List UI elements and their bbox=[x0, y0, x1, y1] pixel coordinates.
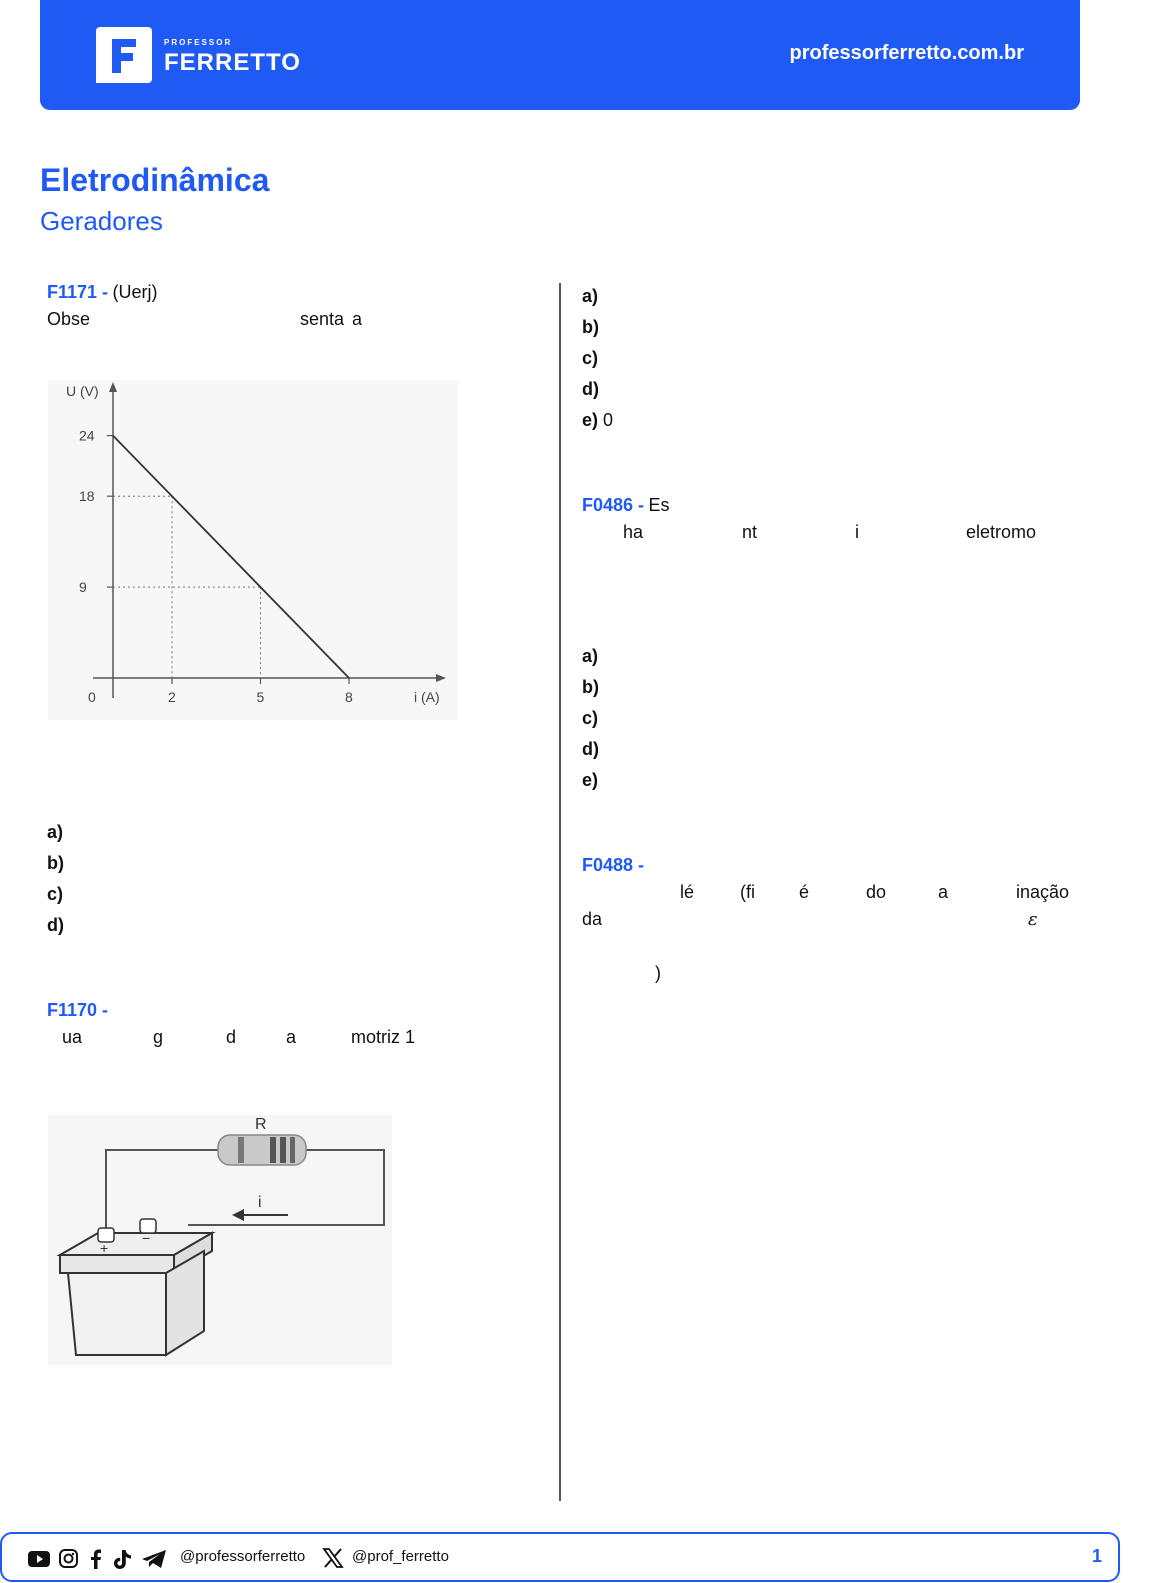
option-a[interactable]: a) bbox=[582, 286, 599, 306]
page-number: 1 bbox=[1091, 1546, 1102, 1566]
option-e-value: 0 bbox=[603, 410, 614, 430]
option-b[interactable]: b) bbox=[582, 317, 599, 337]
question-text-fragment: é bbox=[799, 882, 810, 902]
option-a[interactable]: a) bbox=[47, 822, 64, 842]
logo-mark bbox=[96, 27, 152, 83]
y-axis-label: U (V) bbox=[66, 383, 99, 399]
youtube-icon bbox=[28, 1551, 50, 1567]
question-f1171-header bbox=[47, 282, 158, 303]
y-tick-label: 18 bbox=[79, 488, 95, 505]
question-text-fragment: i bbox=[855, 522, 859, 542]
question-text-fragment: do bbox=[866, 882, 887, 902]
question-text-fragment: motriz 1 bbox=[351, 1027, 416, 1047]
question-id: F1170 - bbox=[47, 1000, 109, 1020]
social-handle[interactable]: @prof_ferretto bbox=[352, 1548, 449, 1565]
question-source: (Uerj) bbox=[112, 282, 158, 302]
instagram-icon bbox=[60, 1550, 77, 1567]
page-title: Eletrodinâmica bbox=[40, 162, 270, 198]
x-twitter-icon bbox=[322, 1547, 344, 1569]
resistor-label: R bbox=[255, 1116, 267, 1133]
question-text-fragment: lé bbox=[680, 882, 695, 902]
question-text-fragment: ua bbox=[62, 1027, 83, 1047]
option-c[interactable]: c) bbox=[47, 884, 64, 904]
emf-symbol: ε bbox=[1028, 909, 1038, 930]
origin-tick-label: 0 bbox=[88, 689, 96, 705]
question-f0486-header bbox=[582, 495, 670, 516]
site-url[interactable]: professorferretto.com.br bbox=[789, 42, 1024, 64]
option-e[interactable]: e) 0 bbox=[582, 410, 614, 430]
option-d[interactable]: d) bbox=[582, 739, 599, 759]
resistor bbox=[218, 1135, 306, 1165]
question-text-fragment: da bbox=[582, 909, 603, 929]
social-icons bbox=[28, 1548, 178, 1570]
circuit-wire bbox=[106, 1150, 218, 1233]
option-a[interactable]: a) bbox=[582, 646, 599, 666]
question-id: F0488 - bbox=[582, 855, 645, 875]
option-d[interactable]: d) bbox=[582, 379, 599, 399]
question-text-fragment: Es bbox=[648, 495, 670, 515]
battery-plus-label: + bbox=[100, 1240, 109, 1256]
tiktok-icon bbox=[114, 1550, 131, 1569]
x-tick-label: 8 bbox=[345, 689, 353, 705]
battery-minus-label: − bbox=[142, 1230, 151, 1246]
question-text-fragment: Obse bbox=[47, 309, 91, 329]
column-divider bbox=[559, 283, 561, 1501]
option-c[interactable]: c) bbox=[582, 348, 599, 368]
question-text-fragment: a bbox=[352, 309, 363, 329]
social-handle[interactable]: @professorferretto bbox=[180, 1548, 306, 1565]
question-text-fragment: ha bbox=[623, 522, 644, 542]
option-e[interactable]: e) bbox=[582, 770, 599, 790]
question-id: F1171 - bbox=[47, 282, 109, 302]
logo-f-icon bbox=[96, 27, 152, 83]
circuit-diagram bbox=[48, 1115, 392, 1365]
x-tick-label: 2 bbox=[168, 689, 176, 705]
x-axis-label: i (A) bbox=[414, 689, 440, 705]
question-id: F0486 - bbox=[582, 495, 645, 515]
u-i-chart bbox=[48, 380, 458, 720]
y-axis-arrow bbox=[109, 382, 117, 392]
battery bbox=[60, 1219, 212, 1355]
page-header bbox=[40, 0, 1080, 110]
facebook-icon bbox=[91, 1550, 101, 1570]
page-footer bbox=[0, 1532, 1120, 1582]
option-b[interactable]: b) bbox=[47, 853, 64, 873]
page-subtitle: Geradores bbox=[40, 206, 163, 236]
option-b[interactable]: b) bbox=[582, 677, 599, 697]
option-c[interactable]: c) bbox=[582, 708, 599, 728]
logo-text: FERRETTO bbox=[164, 49, 301, 76]
option-d[interactable]: d) bbox=[47, 915, 64, 935]
series-line bbox=[113, 436, 349, 678]
question-text-fragment: d bbox=[226, 1027, 237, 1047]
question-text-fragment: (fi bbox=[740, 882, 755, 902]
question-text-fragment: eletromo bbox=[966, 522, 1037, 542]
telegram-icon bbox=[142, 1550, 166, 1568]
question-text-fragment: a bbox=[286, 1027, 297, 1047]
x-tick-label: 5 bbox=[256, 689, 265, 705]
question-text-fragment: nt bbox=[742, 522, 758, 542]
question-text-fragment: senta bbox=[300, 309, 345, 329]
current-label: i bbox=[258, 1194, 262, 1211]
question-text-fragment: inação bbox=[1016, 882, 1070, 902]
x-axis-arrow bbox=[436, 674, 446, 682]
y-tick-label: 9 bbox=[79, 579, 87, 596]
question-text-fragment: ) bbox=[655, 963, 661, 983]
y-tick-label: 24 bbox=[79, 427, 95, 444]
question-text-fragment: a bbox=[938, 882, 949, 902]
question-text-fragment: g bbox=[153, 1027, 164, 1047]
logo-subtext: PROFESSOR bbox=[164, 38, 233, 47]
